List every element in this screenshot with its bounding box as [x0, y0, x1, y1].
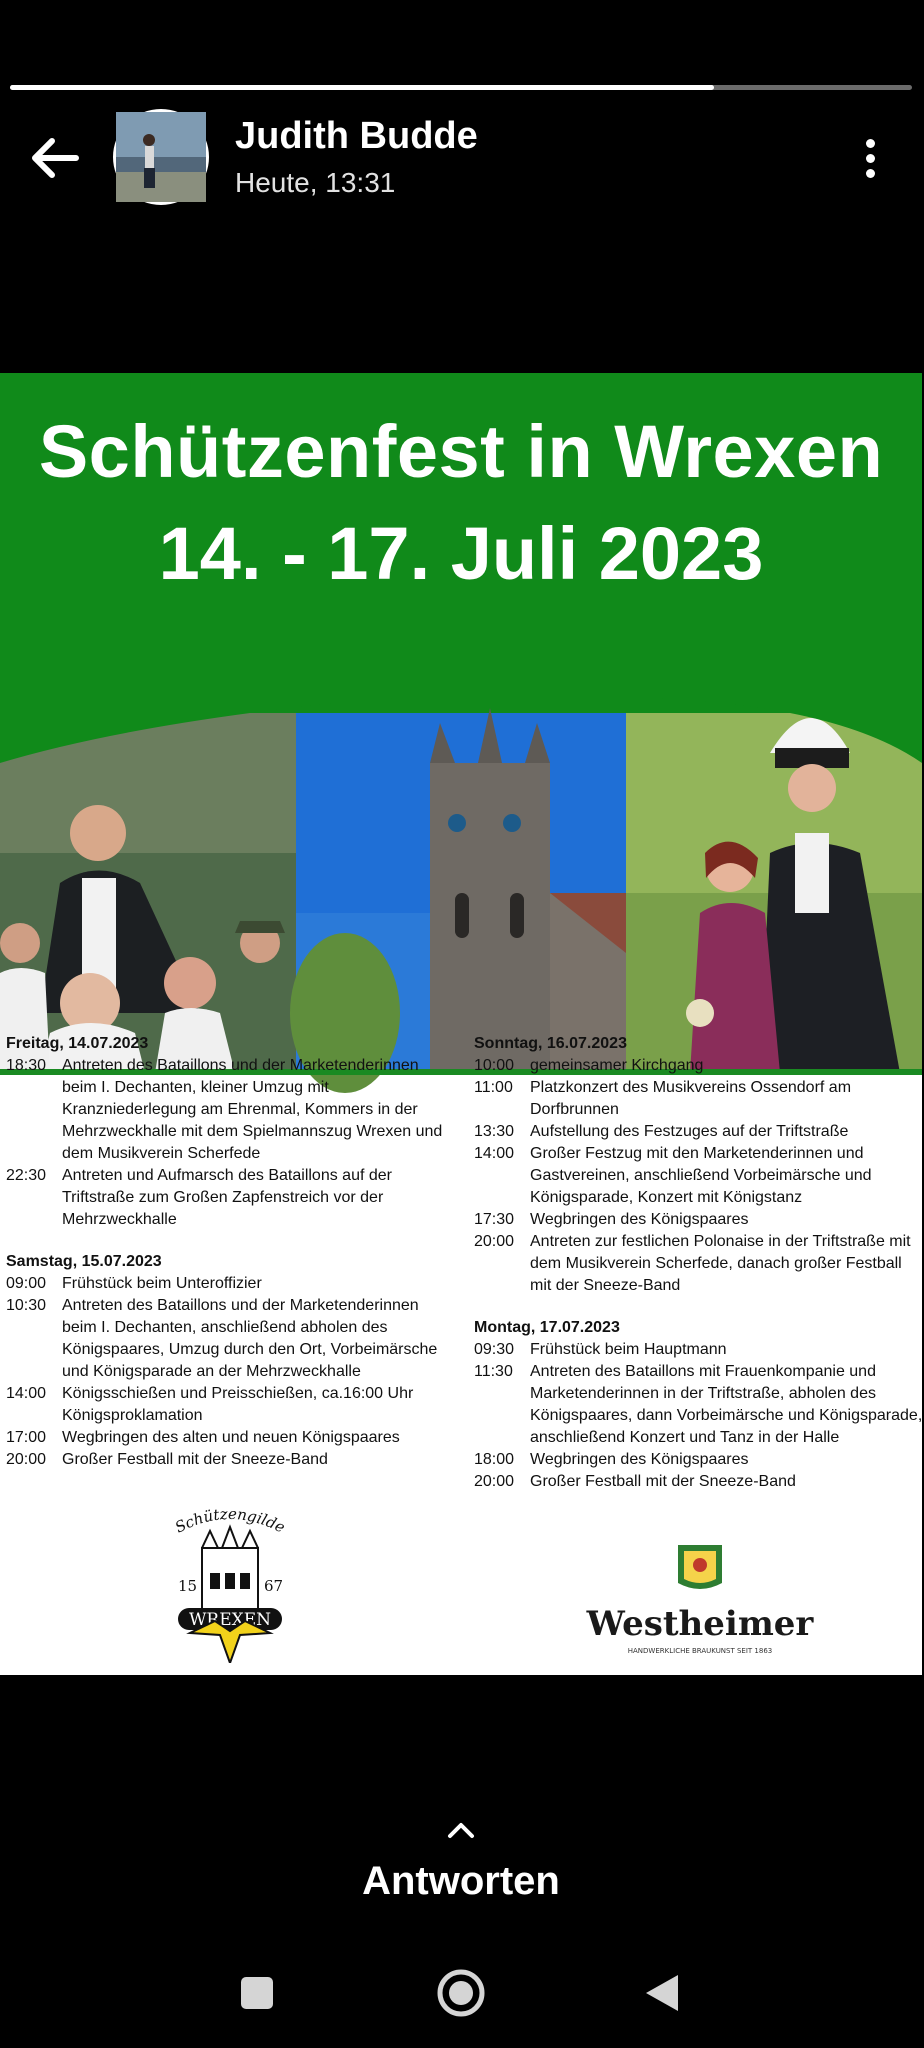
schedule-event [474, 1361, 924, 1449]
schedule-event [474, 1121, 924, 1143]
photo-royal-couple [626, 713, 922, 1073]
more-options-button[interactable] [856, 133, 884, 183]
event-time: 20:00 [474, 1233, 515, 1250]
event-time: 09:30 [474, 1341, 515, 1358]
schedule-event [474, 1055, 924, 1077]
event-description: Antreten des Bataillons und der Marketenderinnen beim I. Dechanten, anschließend abholen des Königspaares, Umzug durch den Ort, Vorbeimärsche und Königsparade an der Mehrzweckhalle [62, 1297, 438, 1380]
event-time: 14:00 [6, 1385, 47, 1402]
chevron-up-icon [446, 1820, 476, 1840]
event-description: Antreten des Bataillons und der Marketenderinnen beim I. Dechanten, kleiner Umzug mit Kranzniederlegung am Ehrenmal, Kommers in der Mehrzweckhalle mit dem Spielmannszug Wrexen und dem Musikverein Scherfede [62, 1057, 443, 1162]
schedule-event [474, 1209, 924, 1231]
schedule-day-heading: Samstag, 15.07.2023 [6, 1253, 162, 1270]
square-icon[interactable] [240, 1976, 274, 2010]
event-description: Frühstück beim Hauptmann [530, 1341, 727, 1358]
event-description: Wegbringen des alten und neuen Königspaares [62, 1429, 400, 1446]
poster-dates: 14. - 17. Juli 2023 [158, 512, 764, 595]
logo-tagline: HANDWERKLICHE BRAUKUNST SEIT 1863 [627, 1647, 773, 1655]
story-timestamp: Heute, 13:31 [235, 167, 396, 198]
westheimer-logo [586, 1543, 814, 1669]
schedule-column-left [6, 1033, 456, 1471]
schedule-event [474, 1449, 924, 1471]
avatar-image [116, 112, 206, 202]
reply-button[interactable] [0, 1820, 922, 1904]
schedule-event [474, 1077, 924, 1121]
schedule-day-heading: Sonntag, 16.07.2023 [474, 1035, 627, 1052]
event-time: 18:00 [474, 1451, 515, 1468]
schedule-event [6, 1165, 456, 1231]
event-time: 22:30 [6, 1167, 47, 1184]
schedule-event [474, 1143, 924, 1209]
more-vertical-icon [856, 133, 884, 178]
event-description: Antreten zur festlichen Polonaise in der Triftstraße mit dem Musikverein Scherfede, danach großer Festball mit der Sneeze-Band [530, 1233, 911, 1294]
event-description: Großer Festball mit der Sneeze-Band [62, 1451, 328, 1468]
event-time: 10:30 [6, 1297, 47, 1314]
story-header [0, 105, 922, 205]
logo-name: WREXEN [188, 1610, 272, 1630]
schedule-column-right [474, 1033, 924, 1493]
event-description: gemeinsamer Kirchgang [530, 1057, 704, 1074]
photo-schuetzen [0, 713, 296, 1073]
logo-arc-text: Schützengilde [172, 1504, 288, 1537]
event-description: Antreten des Bataillons mit Frauenkompanie und Marketenderinnen in der Triftstraße, abholen des Königspaares, dann Vorbeimärsche und Königsparade, anschließend Konzert und Tanz in der Halle [530, 1363, 923, 1446]
event-time: 20:00 [474, 1473, 515, 1490]
story-progress-fill [10, 85, 714, 90]
schedule-day-heading: Freitag, 14.07.2023 [6, 1035, 149, 1052]
event-time: 17:00 [6, 1429, 47, 1446]
schedule-event [474, 1339, 924, 1361]
schedule-event [6, 1055, 456, 1165]
logo-brand: Westheimer [586, 1604, 814, 1644]
event-time: 13:30 [474, 1123, 515, 1140]
event-description: Aufstellung des Festzuges auf der Triftstraße [530, 1123, 849, 1140]
story-progress-bar [10, 85, 912, 90]
event-description: Großer Festball mit der Sneeze-Band [530, 1473, 796, 1490]
schedule-event [6, 1449, 456, 1471]
event-description: Wegbringen des Königspaares [530, 1211, 749, 1228]
event-time: 17:30 [474, 1211, 515, 1228]
schedule-event [474, 1231, 924, 1297]
event-description: Frühstück beim Unteroffizier [62, 1275, 262, 1292]
event-description: Großer Festzug mit den Marketenderinnen und Gastvereinen, anschließend Vorbeimärsche und Königsparade, Konzert mit Königstanz [530, 1145, 872, 1206]
schedule-event [474, 1471, 924, 1493]
event-time: 11:30 [474, 1363, 513, 1380]
logo-year-left: 15 [178, 1577, 198, 1595]
schedule-event [6, 1295, 456, 1383]
triangle-icon[interactable] [644, 1973, 680, 2013]
schedule-day-heading: Montag, 17.07.2023 [474, 1319, 620, 1336]
schedule-event [6, 1273, 456, 1295]
event-time: 10:00 [474, 1057, 515, 1074]
author-name[interactable]: Judith Budde [235, 115, 478, 157]
circle-icon[interactable] [436, 1968, 486, 2018]
back-button[interactable] [28, 133, 84, 183]
event-time: 20:00 [6, 1451, 47, 1468]
event-time: 18:30 [6, 1057, 47, 1074]
story-poster [0, 373, 922, 1675]
schedule-event [6, 1427, 456, 1449]
reply-label: Antworten [362, 1859, 560, 1903]
poster-title: Schützenfest in Wrexen [38, 410, 884, 493]
event-description: Antreten und Aufmarsch des Bataillons auf der Triftstraße zum Großen Zapfenstreich vor der Mehrzweckhalle [62, 1167, 392, 1228]
event-time: 11:00 [474, 1079, 513, 1096]
logo-year-right: 67 [264, 1577, 284, 1595]
avatar[interactable] [113, 109, 209, 205]
event-time: 09:00 [6, 1275, 47, 1292]
event-time: 14:00 [474, 1145, 515, 1162]
arrow-left-icon [28, 133, 84, 183]
system-navigation-bar [0, 1950, 922, 2040]
event-description: Königsschießen und Preisschießen, ca.16:00 Uhr Königsproklamation [62, 1385, 414, 1424]
schedule-event [6, 1383, 456, 1427]
event-description: Wegbringen des Königspaares [530, 1451, 749, 1468]
event-description: Platzkonzert des Musikvereins Ossendorf am Dorfbrunnen [530, 1079, 852, 1118]
schuetzengilde-logo [160, 1503, 300, 1663]
